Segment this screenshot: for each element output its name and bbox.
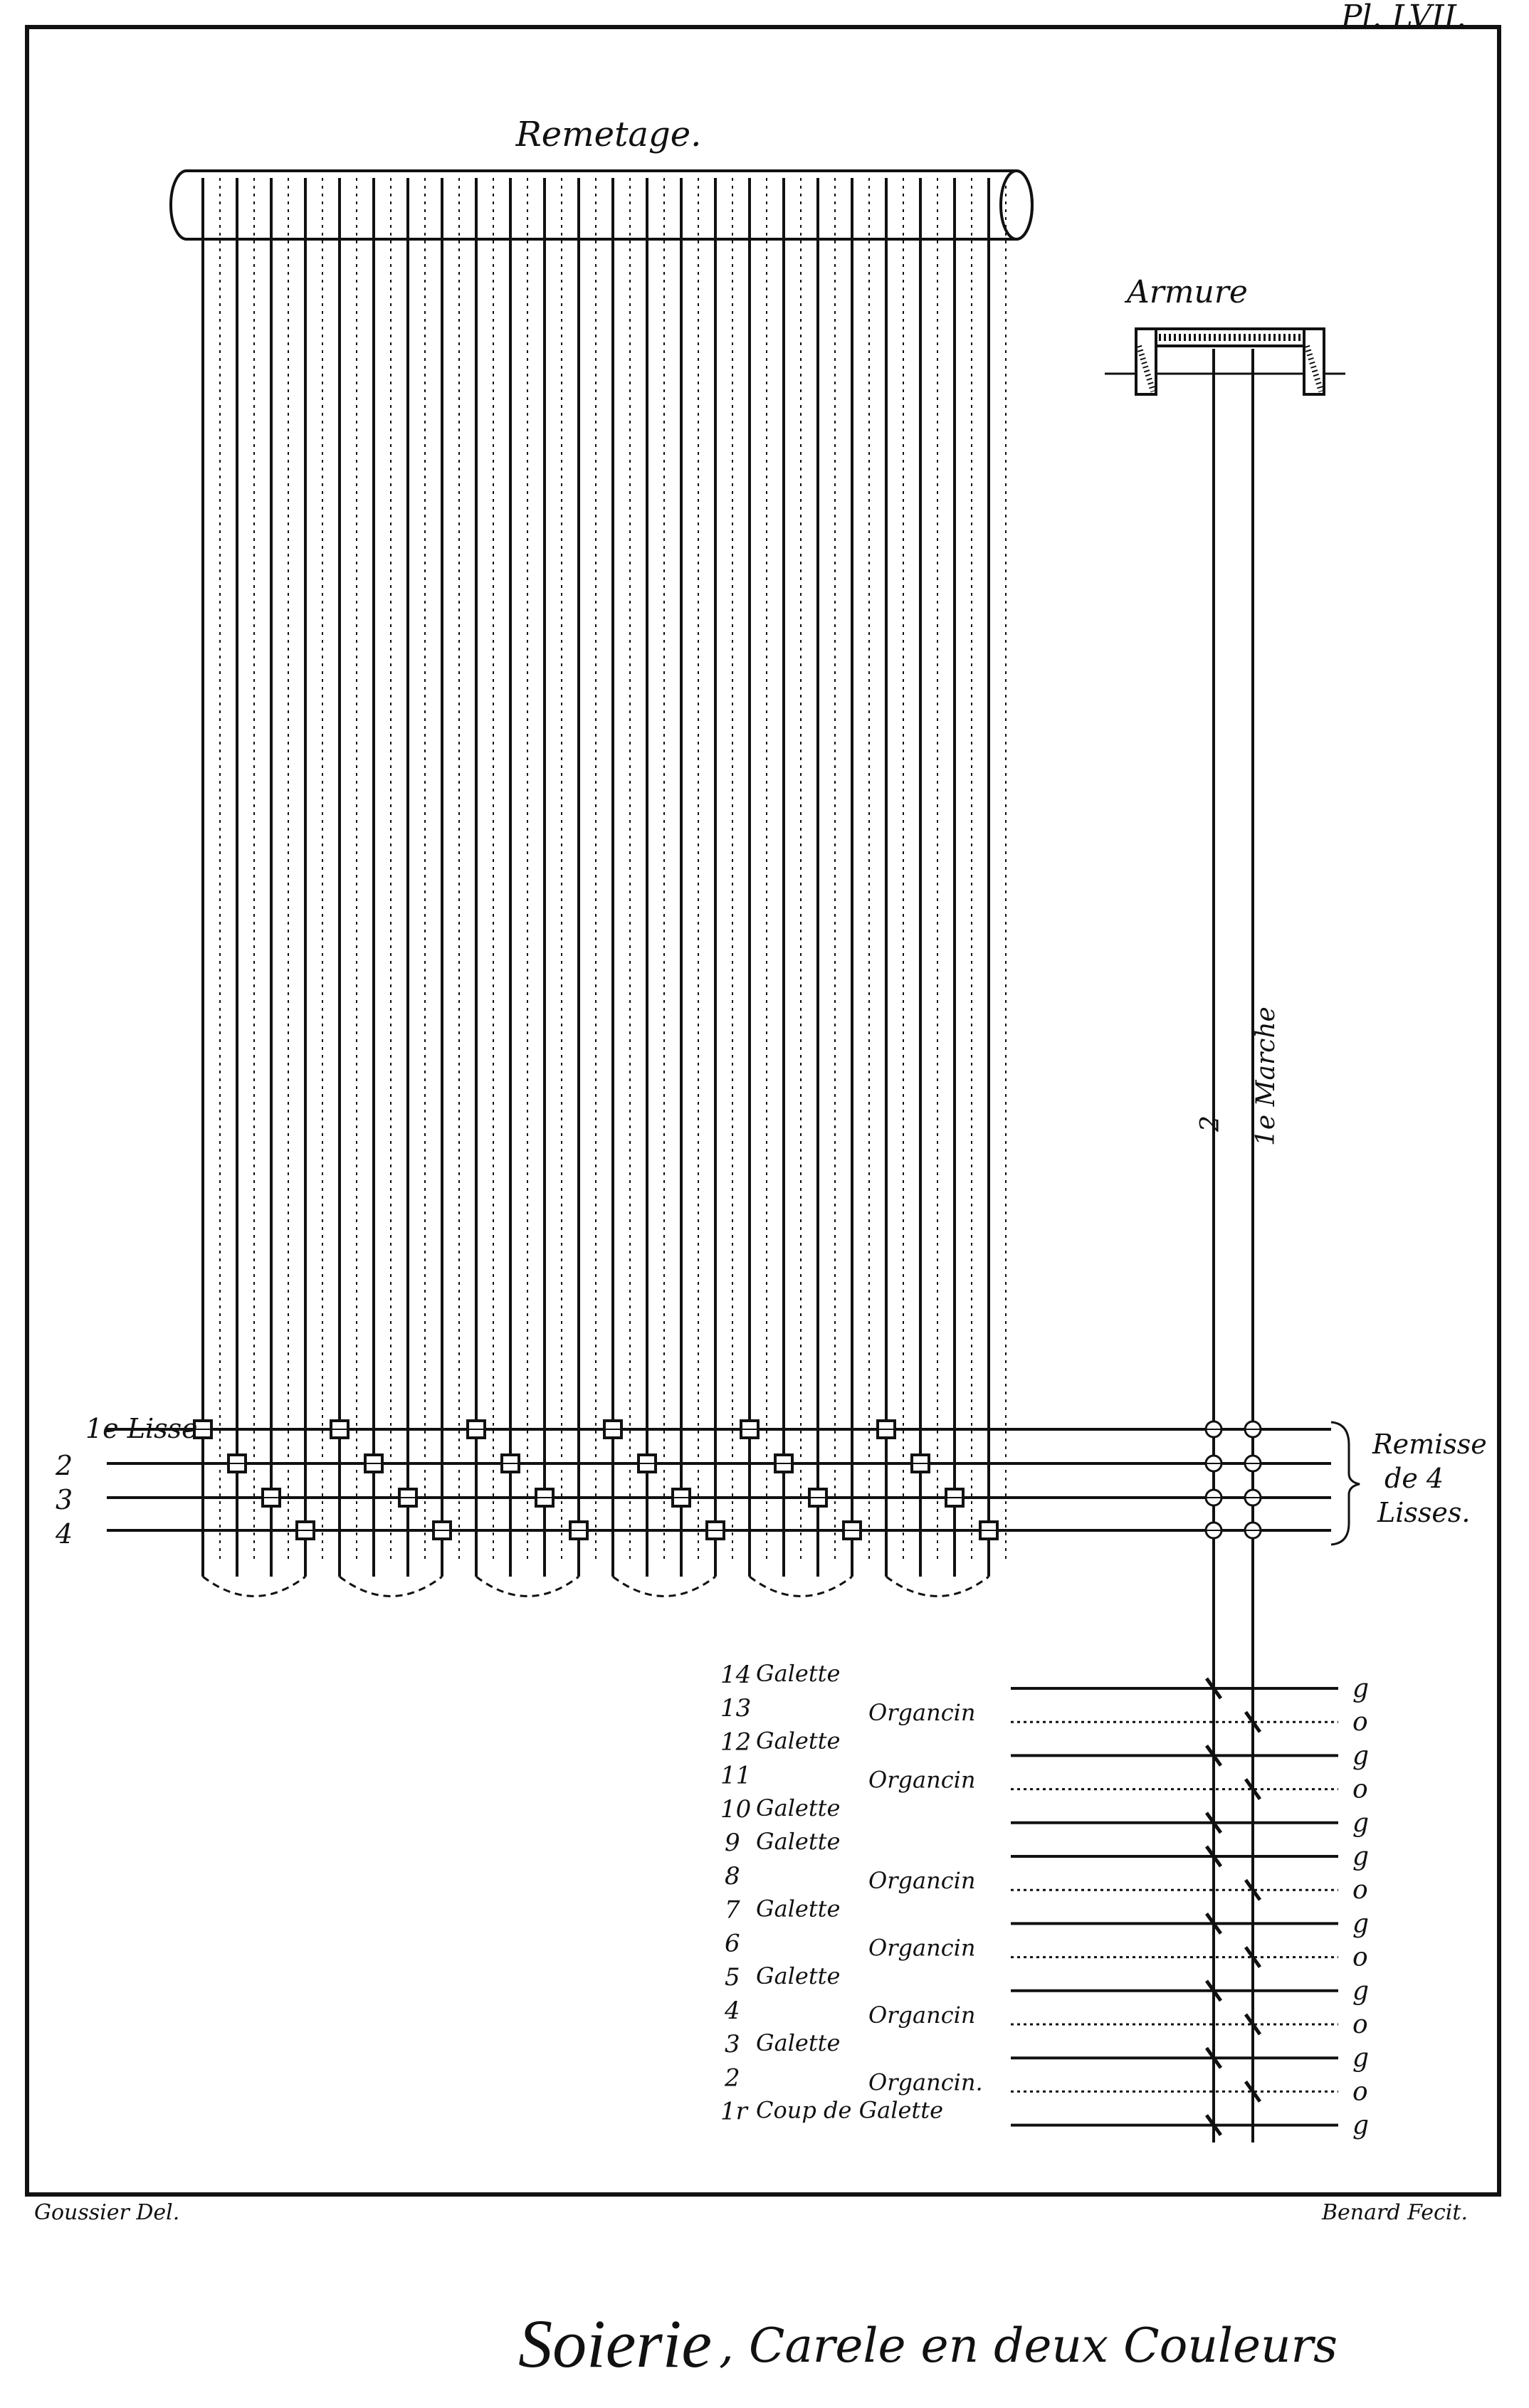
pick-code: o [1352, 1942, 1368, 1972]
pick-number: 3 [725, 2030, 740, 2059]
pick-number: 7 [725, 1896, 740, 1925]
pick-label: Organcin. [868, 2068, 983, 2096]
pick-number: 12 [720, 1728, 752, 1757]
pick-number: 2 [725, 2063, 740, 2093]
pick-label: Organcin [868, 1766, 976, 1794]
marche-cords [1214, 349, 1253, 2143]
pick-code: g [1352, 1808, 1370, 1838]
pick-code: o [1352, 2010, 1368, 2039]
pick-code: o [1352, 1775, 1368, 1804]
pick-label: Galette [756, 1794, 841, 1821]
pick-code: o [1352, 1708, 1368, 1737]
pick-number: 10 [720, 1794, 752, 1824]
pick-label: Galette [756, 1660, 841, 1687]
warp-loop [886, 1577, 989, 1597]
remisse-label-1: Remisse [1372, 1429, 1487, 1460]
warp-loop [340, 1577, 442, 1597]
pick-code: g [1352, 2044, 1370, 2073]
pick-code: g [1352, 1976, 1370, 2006]
pick-code: g [1352, 2110, 1370, 2140]
pick-label: Organcin [868, 1934, 976, 1962]
pick-label: Galette [756, 1895, 841, 1923]
pick-rows [720, 1660, 1369, 2140]
pick-label: Galette [756, 1828, 841, 1855]
marche-label-2: 2 [1196, 1115, 1225, 1132]
pick-number: 5 [725, 1962, 740, 1992]
lisse-label-4: 4 [56, 1518, 73, 1550]
engraver-credit: Benard Fecit. [1321, 2200, 1468, 2225]
pick-code: g [1352, 1842, 1370, 1871]
pick-number: 4 [725, 1997, 740, 2025]
warp-loop [750, 1577, 852, 1597]
heddle-shafts [107, 1421, 1331, 1539]
remisse-label-3: Lisses. [1377, 1497, 1471, 1528]
armure-title: Armure [1127, 274, 1248, 310]
remisse-bracket [1331, 1422, 1487, 1545]
pick-label: Organcin [868, 1867, 976, 1895]
remetage-title: Remetage. [515, 115, 702, 154]
pick-code: g [1352, 1674, 1370, 1703]
marche-label-1: 1e Marche [1251, 1006, 1281, 1146]
lisse-label-3: 3 [56, 1484, 73, 1515]
pick-code: g [1352, 1741, 1370, 1771]
warp-beam [171, 171, 1032, 239]
pick-number: 6 [725, 1929, 740, 1958]
warp-threads [203, 178, 1006, 1597]
pick-label: Galette [756, 1727, 841, 1755]
plate-number: Pl. LVII. [1340, 0, 1466, 35]
warp-loop [613, 1577, 715, 1597]
pick-label: Galette [756, 1962, 841, 1989]
main-title-soierie: Soierie [518, 2306, 712, 2382]
main-title-subtitle: , Carele en deux Couleurs [719, 2318, 1338, 2373]
armure-frame [1105, 329, 1345, 394]
lisse-label-1: 1e Lisse [85, 1413, 198, 1444]
pick-number: 8 [725, 1862, 740, 1891]
warp-loop [203, 1577, 305, 1597]
pick-number: 1r [720, 2097, 747, 2126]
pick-code: g [1352, 1909, 1370, 1939]
pick-code: o [1352, 1876, 1368, 1905]
pick-label: Organcin [868, 2002, 976, 2029]
pick-label: Galette [756, 2029, 841, 2057]
pick-number: 11 [720, 1761, 752, 1790]
pick-label: Coup de Galette [756, 2096, 944, 2124]
pick-number: 14 [720, 1661, 752, 1689]
warp-loop [476, 1577, 579, 1597]
draftsman-credit: Goussier Del. [34, 2200, 180, 2225]
remisse-label-2: de 4 [1384, 1463, 1444, 1494]
pick-label: Organcin [868, 1699, 976, 1727]
pick-number: 13 [720, 1694, 752, 1723]
lisse-label-2: 2 [56, 1450, 73, 1481]
pick-code: o [1352, 2077, 1368, 2107]
pick-number: 9 [725, 1829, 740, 1857]
